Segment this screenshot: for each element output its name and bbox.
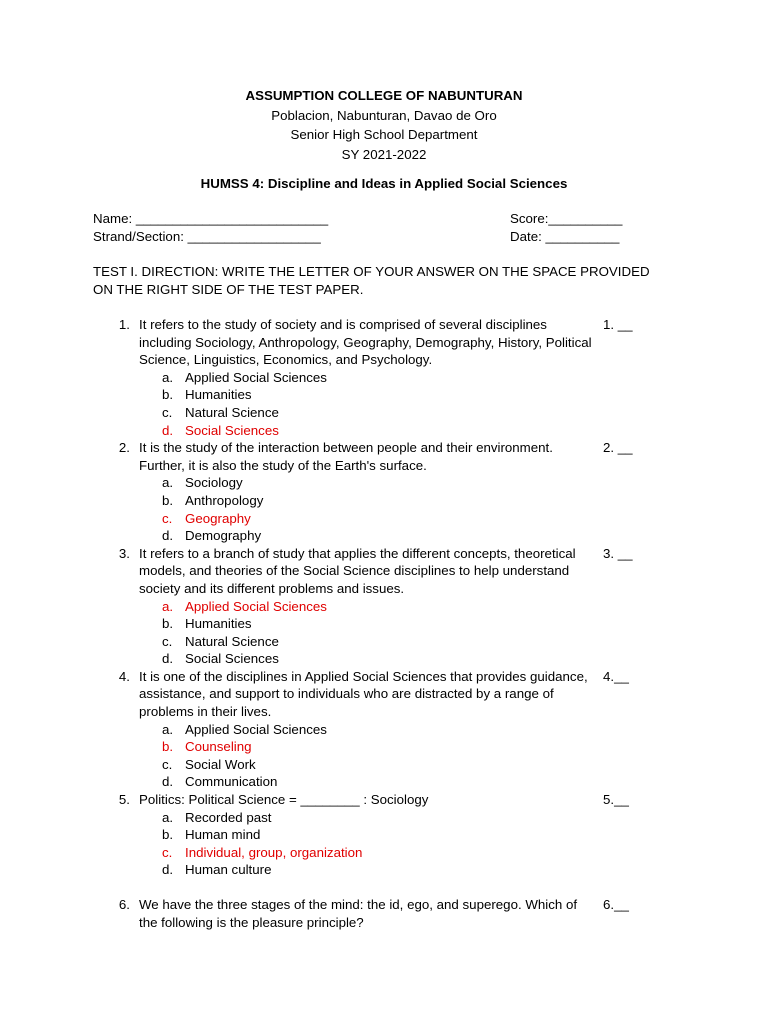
choice-text: Natural Science bbox=[185, 633, 279, 649]
choice-letter: b. bbox=[162, 827, 174, 843]
question-text: Politics: Political Science = ________ : Sociology bbox=[139, 792, 429, 808]
question-number: 4. bbox=[118, 668, 130, 684]
course-title: HUMSS 4: Discipline and Ideas in Applied Social Sciences bbox=[200, 176, 568, 191]
choice-letter: d. bbox=[162, 862, 174, 878]
choice-letter: c. bbox=[162, 844, 173, 860]
choice-letter: d. bbox=[162, 422, 174, 438]
choice-text: Social Sciences bbox=[185, 422, 279, 438]
choice bbox=[162, 721, 673, 739]
question-number: 1. bbox=[118, 317, 130, 332]
choice-correct bbox=[162, 422, 673, 440]
choice bbox=[162, 773, 673, 791]
score-field: Score:__________ bbox=[510, 211, 623, 226]
choice bbox=[162, 369, 673, 387]
question-number: 3. bbox=[118, 545, 130, 561]
question-number: 2. bbox=[118, 440, 130, 456]
choice-text: Anthropology bbox=[185, 492, 264, 508]
choice-letter: b. bbox=[162, 616, 174, 632]
choice bbox=[162, 474, 673, 492]
info-row-name bbox=[93, 210, 653, 228]
choice-text: Humanities bbox=[185, 387, 252, 403]
strand-section-field: Strand/Section: __________________ bbox=[93, 229, 321, 244]
choice-correct bbox=[162, 598, 673, 616]
test-direction: TEST I. DIRECTION: WRITE THE LETTER OF YOUR ANSWER ON THE SPACE PROVIDED ON THE RIGHT SIDE OF THE TEST PAPER. bbox=[93, 264, 650, 297]
answer-blank[interactable]: 6.__ bbox=[603, 897, 629, 912]
choice-letter: b. bbox=[162, 387, 174, 403]
answer-blank[interactable]: 3. __ bbox=[603, 545, 633, 561]
choice bbox=[162, 386, 673, 404]
choice-letter: d. bbox=[162, 651, 174, 667]
choice-correct bbox=[162, 844, 673, 862]
choice-letter: d. bbox=[162, 528, 174, 544]
question-text: It refers to the study of society and is comprised of several disciplines including Sociology, Anthropology, Geography, Demography, History, Political Science, Linguistics, Economics, and Psychology. bbox=[139, 317, 592, 368]
choice-letter: a. bbox=[162, 721, 174, 737]
school-name: ASSUMPTION COLLEGE OF NABUNTURAN bbox=[245, 88, 523, 103]
choice bbox=[162, 861, 673, 879]
name-field: Name: __________________________ bbox=[93, 211, 329, 226]
question-text: We have the three stages of the mind: the id, ego, and superego. Which of the following is the pleasure principle? bbox=[139, 897, 578, 930]
choice-list bbox=[162, 721, 673, 791]
choice-list bbox=[162, 474, 673, 544]
question-number: 6. bbox=[118, 897, 130, 912]
choice-list bbox=[162, 598, 673, 668]
answer-blank[interactable]: 5.__ bbox=[603, 792, 629, 808]
choice-correct bbox=[162, 510, 673, 528]
choice bbox=[162, 650, 673, 668]
department: Senior High School Department bbox=[290, 127, 478, 142]
info-row-strand bbox=[93, 228, 653, 246]
choice-text: Sociology bbox=[185, 475, 243, 491]
choice-text: Recorded past bbox=[185, 809, 272, 825]
choice bbox=[162, 404, 673, 422]
choice-text: Applied Social Sciences bbox=[185, 598, 327, 614]
choice-list bbox=[162, 369, 673, 439]
question-list bbox=[93, 316, 673, 931]
choice-letter: a. bbox=[162, 809, 174, 825]
question-5 bbox=[93, 791, 673, 879]
question-4 bbox=[93, 668, 673, 791]
choice-letter: a. bbox=[162, 598, 174, 614]
choice-letter: c. bbox=[162, 756, 173, 772]
choice-text: Applied Social Sciences bbox=[185, 721, 327, 737]
choice-list bbox=[162, 809, 673, 879]
choice bbox=[162, 527, 673, 545]
choice-text: Human culture bbox=[185, 862, 272, 878]
question-1 bbox=[93, 316, 673, 439]
choice bbox=[162, 826, 673, 844]
question-number: 5. bbox=[118, 792, 130, 808]
choice-letter: d. bbox=[162, 774, 174, 790]
choice-letter: c. bbox=[162, 510, 173, 526]
choice-text: Humanities bbox=[185, 616, 252, 632]
answer-blank[interactable]: 2. __ bbox=[603, 440, 633, 456]
choice-correct bbox=[162, 738, 673, 756]
choice-letter: b. bbox=[162, 492, 174, 508]
choice-text: Demography bbox=[185, 528, 262, 544]
choice-text: Counseling bbox=[185, 739, 252, 755]
choice-letter: b. bbox=[162, 739, 174, 755]
choice-letter: a. bbox=[162, 475, 174, 491]
choice-text: Communication bbox=[185, 774, 278, 790]
choice-letter: a. bbox=[162, 369, 174, 385]
question-3 bbox=[93, 545, 673, 668]
choice bbox=[162, 809, 673, 827]
choice bbox=[162, 492, 673, 510]
school-address: Poblacion, Nabunturan, Davao de Oro bbox=[271, 107, 497, 123]
choice bbox=[162, 615, 673, 633]
choice-letter: c. bbox=[162, 633, 173, 649]
choice-letter: c. bbox=[162, 404, 173, 420]
choice-text: Geography bbox=[185, 510, 251, 526]
question-text: It is one of the disciplines in Applied Social Sciences that provides guidance, assistance, and support to individuals who are distracted by a range of problems in their lives. bbox=[139, 668, 588, 720]
question-text: It is the study of the interaction between people and their environment. Further, it is also the study of the Earth's surface. bbox=[139, 440, 553, 473]
answer-blank[interactable]: 1. __ bbox=[603, 317, 633, 332]
choice-text: Social Work bbox=[185, 756, 256, 772]
choice bbox=[162, 756, 673, 774]
choice-text: Individual, group, organization bbox=[185, 844, 363, 860]
question-text: It refers to a branch of study that applies the different concepts, theoretical models, and theories of the Social Science disciplines to help understand society and its different problems and issues. bbox=[139, 545, 576, 596]
school-header bbox=[0, 86, 768, 164]
answer-blank[interactable]: 4.__ bbox=[603, 668, 629, 684]
date-field: Date: __________ bbox=[510, 229, 620, 244]
choice-text: Applied Social Sciences bbox=[185, 369, 327, 385]
choice-text: Human mind bbox=[185, 827, 261, 843]
question-6 bbox=[93, 896, 673, 931]
choice bbox=[162, 633, 673, 651]
choice-text: Natural Science bbox=[185, 404, 279, 420]
school-year: SY 2021-2022 bbox=[341, 146, 427, 162]
question-2 bbox=[93, 439, 673, 545]
choice-text: Social Sciences bbox=[185, 651, 279, 667]
